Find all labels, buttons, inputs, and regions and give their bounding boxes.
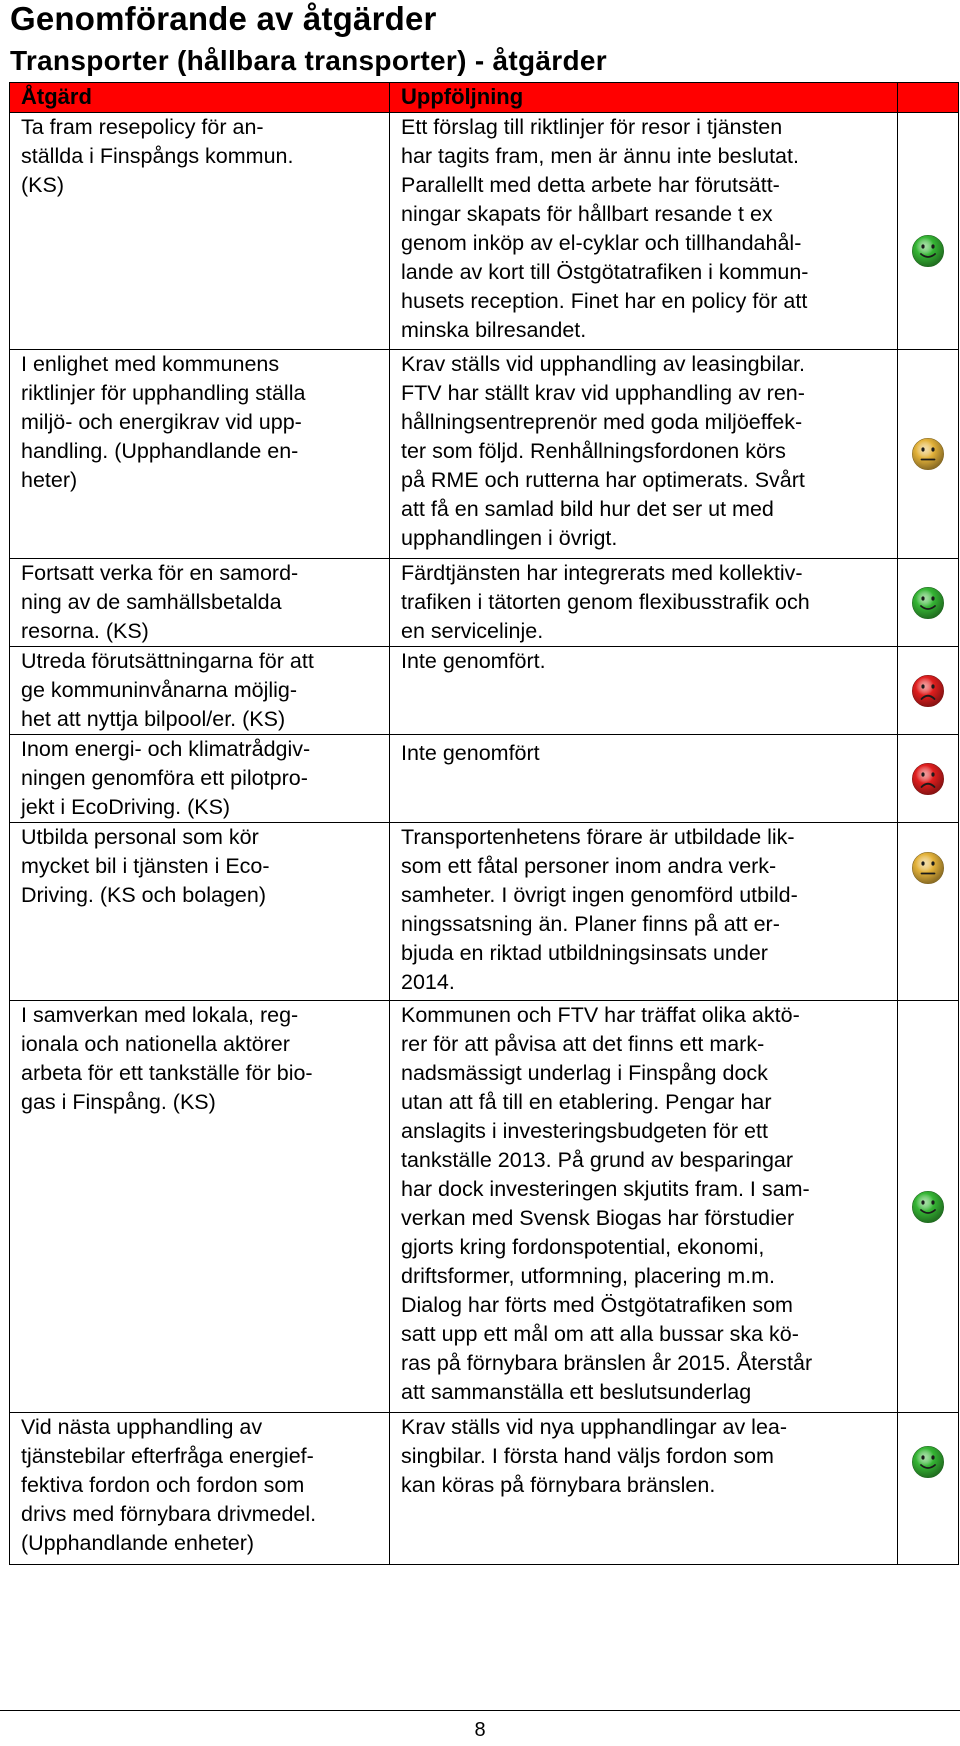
smiley-shade <box>913 587 944 618</box>
header-action: Åtgärd <box>10 83 390 113</box>
smiley-eye <box>921 447 924 451</box>
actions-table <box>9 82 959 1565</box>
smiley-eye <box>931 861 934 865</box>
smiley-eye <box>921 684 924 688</box>
smiley-shade <box>913 236 944 267</box>
section-subtitle: Transporter (hållbara transporter) - åtgärder <box>10 45 607 76</box>
green-happy-smiley-icon <box>911 1190 945 1224</box>
smiley-eye <box>921 861 924 865</box>
followup-text: Kommunen och FTV har träffat olika aktö- rer för att påvisa att det finns ett mark- nadsmässigt underlag i Finspång dock utan att få till en etablering. Pengar har anslagits i investeringsbudgeten för ett tankställe 2013. På grund av besparingar har dock investeringen skjutits fram. I sam- verkan med Svensk Biogas har förstudier gjorts kring fordonspotential, ekonomi, driftsformer, utformning, placering m.m. Dialog har förts med Östgötatrafiken som satt upp ett mål om att alla bussar ska kö- ras på förnybara bränslen år 2015. Återstår att sammanställa ett beslutsunderlag <box>401 1003 813 1404</box>
table-row <box>10 559 959 647</box>
smiley-shade <box>913 439 944 470</box>
smiley-eye <box>931 447 934 451</box>
footer-divider <box>0 1710 960 1711</box>
action-cell <box>10 1413 390 1565</box>
followup-text: Färdtjänsten har integrerats med kollektiv- trafiken i tätorten genom flexibusstrafik och en servicelinje. <box>401 561 810 643</box>
action-cell <box>10 113 390 350</box>
status-cell <box>898 1001 959 1413</box>
table-row <box>10 823 959 1001</box>
smiley-shade <box>913 1447 944 1478</box>
followup-text: Krav ställs vid nya upphandlingar av lea- singbilar. I första hand väljs fordon som kan köras på förnybara bränslen. <box>401 1415 788 1497</box>
action-text: I samverkan med lokala, reg- ionala och nationella aktörer arbeta för ett tankställe för bio- gas i Finspång. (KS) <box>21 1003 313 1114</box>
table-header-row <box>10 83 959 113</box>
status-cell <box>898 559 959 647</box>
header-status <box>898 83 959 113</box>
smiley-shade <box>913 763 944 794</box>
smiley-shade <box>913 675 944 706</box>
action-text: Ta fram resepolicy för an- ställda i Finspångs kommun. (KS) <box>21 115 294 197</box>
smiley-eye <box>921 1455 924 1459</box>
followup-text: Transportenhetens förare är utbildade lik- som ett fåtal personer inom andra verk- samheter. I övrigt ingen genomförd utbild- ningssatsning än. Planer finns på att er- bjuda en riktad utbildningsinsats under 2014. <box>401 825 798 994</box>
green-happy-smiley-icon <box>911 586 945 620</box>
page-title: Genomförande av åtgärder <box>10 0 437 37</box>
followup-text: Krav ställs vid upphandling av leasingbilar. FTV har ställt krav vid upphandling av ren- hållningsentreprenör med goda miljöeffek- ter som följd. Renhållningsfordonen körs på RME och rutterna har optimerats. Svårt att få en samlad bild hur det ser ut med upphandlingen i övrigt. <box>401 352 805 550</box>
table-row <box>10 1001 959 1413</box>
red-sad-smiley-icon <box>911 674 945 708</box>
followup-text: Ett förslag till riktlinjer för resor i tjänsten har tagits fram, men är ännu inte beslutat. Parallellt med detta arbete har förutsätt- ningar skapats för hållbart resande t ex genom inköp av el-cyklar och tillhandahål- lande av kort till Östgötatrafiken i kommun- husets reception. Finet har en policy för att minska bilresandet. <box>401 115 809 342</box>
action-text: Fortsatt verka för en samord- ning av de samhällsbetalda resorna. (KS) <box>21 561 299 643</box>
action-text: Inom energi- och klimatrådgiv- ningen genomföra ett pilotpro- jekt i EcoDriving. (KS) <box>21 737 311 819</box>
table-row <box>10 350 959 559</box>
smiley-eye <box>931 596 934 600</box>
followup-text: Inte genomfört <box>401 741 540 765</box>
smiley-eye <box>931 1455 934 1459</box>
followup-cell <box>390 647 898 735</box>
action-cell <box>10 559 390 647</box>
smiley-shade <box>913 1191 944 1222</box>
followup-text: Inte genomfört. <box>401 649 546 673</box>
action-text: Utbilda personal som kör mycket bil i tjänsten i Eco- Driving. (KS och bolagen) <box>21 825 270 907</box>
status-cell <box>898 823 959 1001</box>
followup-cell <box>390 559 898 647</box>
status-cell <box>898 735 959 823</box>
action-cell <box>10 647 390 735</box>
green-happy-smiley-icon <box>911 234 945 268</box>
followup-cell <box>390 735 898 823</box>
red-sad-smiley-icon <box>911 762 945 796</box>
smiley-eye <box>921 1200 924 1204</box>
followup-cell <box>390 113 898 350</box>
action-cell <box>10 823 390 1001</box>
smiley-eye <box>921 244 924 248</box>
followup-cell <box>390 823 898 1001</box>
status-cell <box>898 113 959 350</box>
action-text: Vid nästa upphandling av tjänstebilar efterfråga energief- fektiva fordon och fordon som drivs med förnybara drivmedel. (Upphandlande enheter) <box>21 1415 317 1555</box>
followup-cell <box>390 1413 898 1565</box>
table-row <box>10 647 959 735</box>
table-row <box>10 113 959 350</box>
followup-cell <box>390 350 898 559</box>
header-followup: Uppföljning <box>390 83 898 113</box>
status-cell <box>898 1413 959 1565</box>
action-cell <box>10 350 390 559</box>
smiley-eye <box>931 772 934 776</box>
smiley-eye <box>921 772 924 776</box>
green-happy-smiley-icon <box>911 1445 945 1479</box>
yellow-neutral-smiley-icon <box>911 437 945 471</box>
table-row <box>10 735 959 823</box>
smiley-eye <box>931 1200 934 1204</box>
action-text: I enlighet med kommunens riktlinjer för upphandling ställa miljö- och energikrav vid upp- handling. (Upphandlande en- heter) <box>21 352 306 492</box>
table-row <box>10 1413 959 1565</box>
smiley-eye <box>921 596 924 600</box>
yellow-neutral-smiley-icon <box>911 851 945 885</box>
smiley-shade <box>913 853 944 884</box>
page-number: 8 <box>474 1719 486 1741</box>
followup-cell <box>390 1001 898 1413</box>
status-cell <box>898 350 959 559</box>
action-text: Utreda förutsättningarna för att ge kommuninvånarna möjlig- het att nyttja bilpool/er. (KS) <box>21 649 314 731</box>
smiley-eye <box>931 684 934 688</box>
action-cell <box>10 1001 390 1413</box>
status-cell <box>898 647 959 735</box>
smiley-eye <box>931 244 934 248</box>
action-cell <box>10 735 390 823</box>
